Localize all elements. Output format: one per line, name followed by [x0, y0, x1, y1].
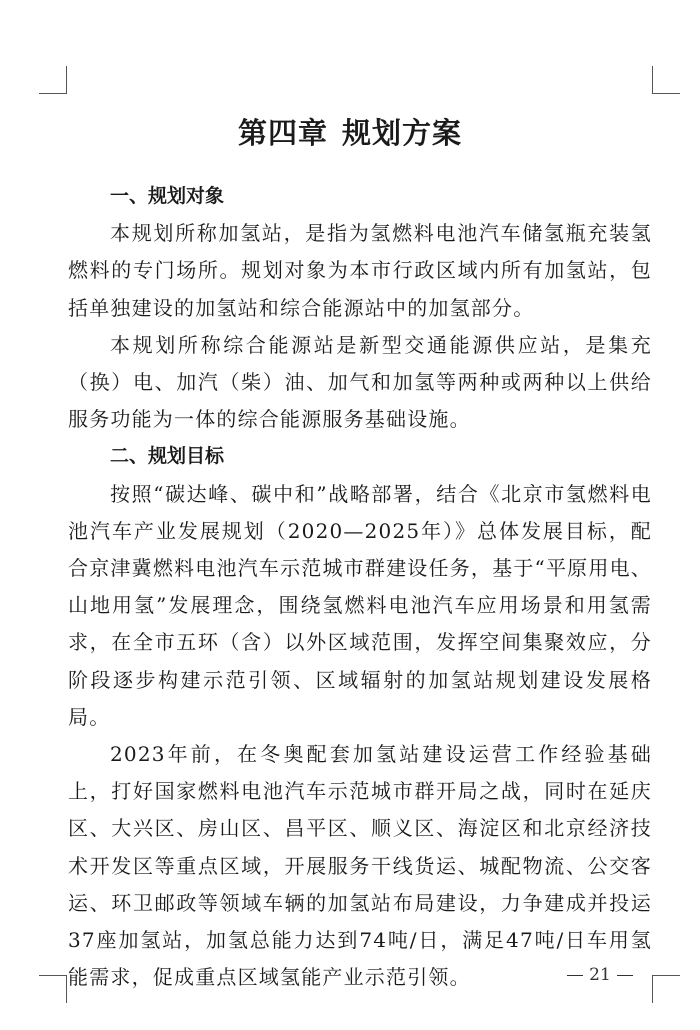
page-number-left-dash	[567, 975, 583, 976]
document-body	[68, 178, 652, 996]
crop-mark-top-left	[39, 66, 67, 94]
crop-mark-bottom-left	[39, 975, 67, 1003]
section-heading-planning-goal: 二、规划目标	[110, 445, 225, 468]
page-number	[560, 963, 640, 987]
section-heading-planning-object: 一、规划对象	[110, 185, 225, 207]
crop-mark-top-right	[652, 66, 680, 94]
paragraph-2023-target: 2023年前，在冬奥配套加氢站建设运营工作经验基础上，打好国家燃料电池汽车示范城市群开局之战，同时在延庆区、大兴区、房山区、昌平区、顺义区、海淀区和北京经济技术开发区等重点区域，开展服务干线货运、城配物流、公交客运、环卫邮政等领域车辆的加氢站布局建设，力争建成并投运37座加氢站，加氢总能力达到74吨/日，满足47吨/日车用氢能需求，促成重点区域氢能产业示范引领。	[68, 742, 652, 990]
paragraph-overall-goal: 按照“碳达峰、碳中和”战略部署，结合《北京市氢燃料电池汽车产业发展规划（2020—2025年）》总体发展目标，配合京津冀燃料电池汽车示范城市群建设任务，基于“平原用电、山地用氢”发展理念，围绕氢燃料电池汽车应用场景和用氢需求，在全市五环（含）以外区域范围，发挥空间集聚效应，分阶段逐步构建示范引领、区域辐射的加氢站规划建设发展格局。	[68, 481, 652, 729]
crop-mark-bottom-right	[652, 975, 680, 1003]
page-number-right-dash	[617, 975, 633, 976]
page-number-value: 21	[589, 965, 611, 985]
chapter-title: 规划方案	[342, 116, 463, 151]
chapter-label: 第四章	[237, 116, 328, 151]
page-title	[0, 111, 700, 155]
paragraph-hydrogen-station-definition: 本规划所称加氢站，是指为氢燃料电池汽车储氢瓶充装氢燃料的专门场所。规划对象为本市行政区域内所有加氢站，包括单独建设的加氢站和综合能源站中的加氢部分。	[68, 221, 652, 320]
paragraph-energy-station-definition: 本规划所称综合能源站是新型交通能源供应站，是集充（换）电、加汽（柴）油、加气和加氢等两种或两种以上供给服务功能为一体的综合能源服务基础设施。	[68, 332, 652, 432]
